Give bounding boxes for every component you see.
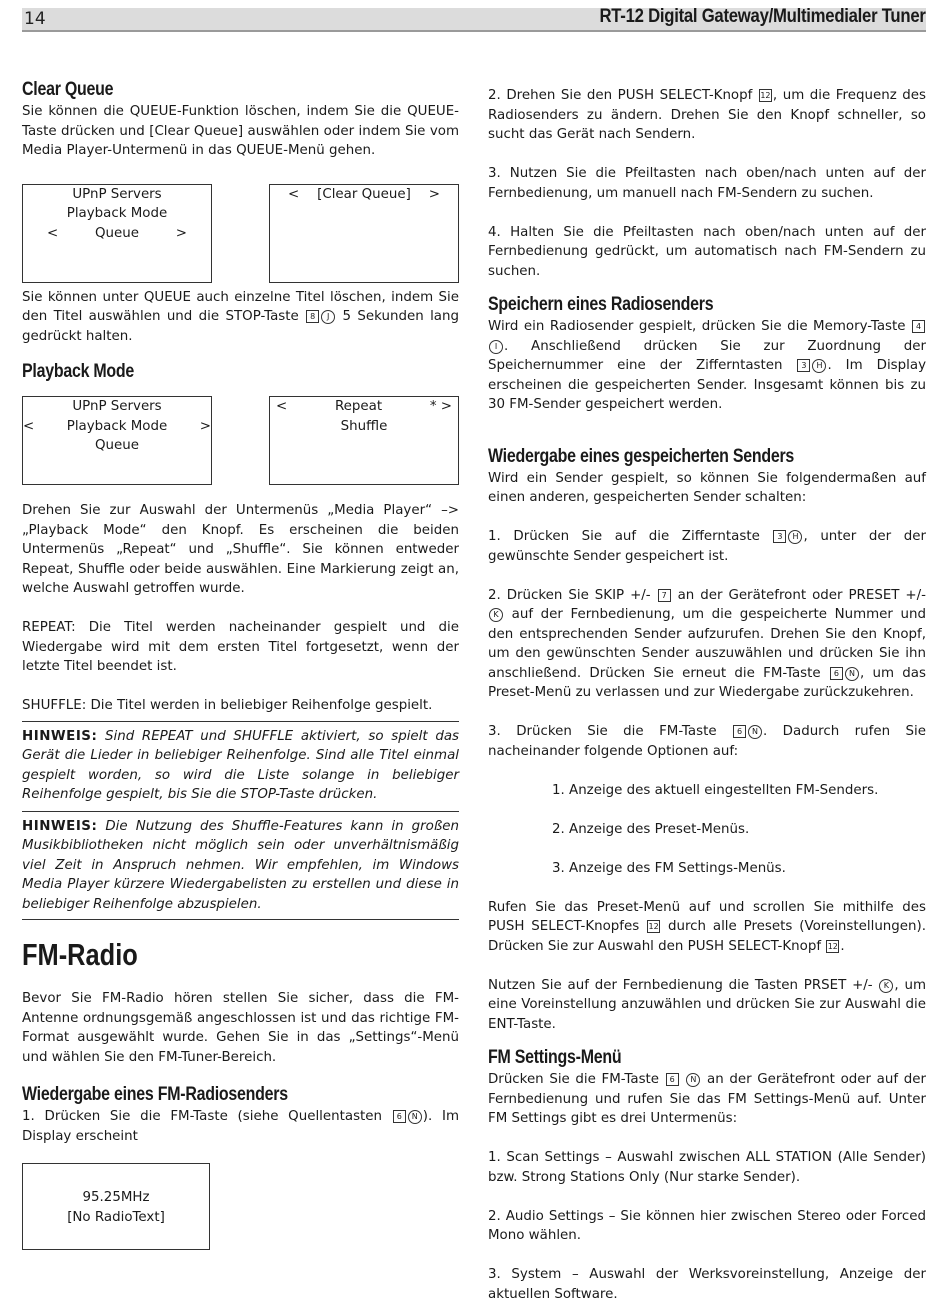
display-line: Queue <box>95 438 139 453</box>
key-6-icon: 6 <box>393 1110 406 1123</box>
repeat-text: REPEAT: Die Titel werden nacheinander gespielt und die Wiedergabe wird mit dem ersten Titel fortgesetzt, wenn der letzte Titel beendet ist. <box>22 620 459 674</box>
display-line <box>23 224 211 244</box>
arrow-left-icon: < <box>276 399 288 414</box>
queue-text: Sie können unter QUEUE auch einzelne Titel löschen, indem Sie den Titel auswählen und die STOP-Taste 8 J 5 Sekunden lang gedrückt halten. <box>22 289 459 344</box>
display-line <box>270 397 458 417</box>
note-repeat-shuffle: HINWEIS: Sind REPEAT und SHUFFLE aktiviert, so spielt das Gerät die Lieder in beliebiger Reihenfolge. Sind alle Titel einmal gespielt worden, so wird die Liste solange in beliebiger Reihenfolge gespielt, bis Sie die STOP-Taste drücken. <box>22 728 459 802</box>
fm-playback-heading: Wiedergabe eines FM-Radiosenders <box>22 1084 288 1105</box>
fm-step-2: 2. Drehen Sie den PUSH SELECT-Knopf 12 , um die Frequenz des Radiosenders zu ändern. Drehen Sie den Knopf schneller, so sucht das Gerät nach Sendern. <box>488 88 926 142</box>
fm-step-4: 4. Halten Sie die Pfeiltasten nach oben/nach unten auf der Fernbedienung gedrückt, um automatisch nach FM-Sendern zu suchen. <box>488 224 926 279</box>
document-title: RT-12 Digital Gateway/Multimedialer Tuner <box>599 6 926 27</box>
key-7-icon: 7 <box>658 589 671 602</box>
clear-queue-heading: Clear Queue <box>22 79 114 100</box>
header-rule <box>22 30 926 32</box>
key-h-icon: H <box>812 359 826 373</box>
settings-item-2: 2. Audio Settings – Sie können hier zwischen Stereo oder Forced Mono wählen. <box>488 1208 926 1243</box>
key-6-icon: 6 <box>666 1073 679 1086</box>
key-n-icon: N <box>845 667 859 681</box>
key-h-icon: H <box>788 530 802 544</box>
saved-station-text: Wird ein Sender gespielt, so können Sie folgendermaßen auf einen anderen, gespeicherten Sender schalten: <box>488 470 926 505</box>
display-line <box>23 417 211 437</box>
key-n-icon: N <box>408 1110 422 1124</box>
display-box-menu <box>22 184 212 283</box>
display-box-clear-queue <box>269 184 459 283</box>
display-box-menu <box>22 396 212 485</box>
fm-radio-text: Bevor Sie FM-Radio hören stellen Sie sicher, dass die FM-Antenne ordnungsgemäß angeschlossen ist und das richtige FM-Format ausgewählt wurde. Gehen Sie in das „Settings“-Menü und wählen Sie den FM-Tuner-Bereich. <box>22 991 459 1065</box>
option-3: 3. Anzeige des FM Settings-Menüs. <box>552 860 786 876</box>
page-number: 14 <box>24 9 46 29</box>
key-12-icon: 12 <box>827 941 838 951</box>
display-item: Playback Mode <box>66 418 168 434</box>
fm-playback-text: 1. Drücken Sie die FM-Taste (siehe Quellentasten 6 N ). Im Display erscheint <box>22 1109 459 1144</box>
playback-mode-heading: Playback Mode <box>22 361 135 382</box>
key-12-icon: 12 <box>648 922 659 931</box>
display-line: 95.25MHz <box>82 1190 150 1205</box>
display-line <box>270 185 458 205</box>
save-station-heading: Speichern eines Radiosenders <box>488 294 714 315</box>
right-column <box>488 86 926 1304</box>
display-box-fm <box>22 1163 210 1250</box>
display-box-repeat <box>269 396 459 485</box>
remote-text: Nutzen Sie auf der Fernbedienung die Tasten PRSET +/- K , um eine Voreinstellung anzuwählen und drücken Sie zur Auswahl die ENT-Taste. <box>488 977 926 1032</box>
settings-item-1: 1. Scan Settings – Auswahl zwischen ALL STATION (Alle Sender) bzw. Strong Stations Only (Nur starke Sender). <box>488 1150 926 1185</box>
selected-marker-icon: * > <box>429 399 452 414</box>
key-k-icon: K <box>489 608 503 622</box>
arrow-left-icon: < <box>23 418 35 434</box>
saved-step-1: 1. Drücken Sie auf die Zifferntaste 3 H , unter der der gewünschte Sender gespeichert ist. <box>488 529 926 564</box>
left-column <box>22 78 459 1250</box>
key-n-icon: N <box>686 1073 700 1087</box>
display-line: UPnP Servers <box>72 186 162 202</box>
clear-queue-displays <box>22 184 459 283</box>
fm-step-3: 3. Nutzen Sie die Pfeiltasten nach oben/nach unten auf der Fernbedienung, um manuell nach FM-Sendern zu suchen. <box>488 166 926 201</box>
display-line: Playback Mode <box>66 206 168 221</box>
display-item: [Clear Queue] <box>317 186 411 202</box>
display-line: Shuffle <box>340 418 388 434</box>
note-shuffle-feature: HINWEIS: Die Nutzung des Shuffle-Features kann in großen Musikbibliotheken nicht möglich sein oder unverhältnismäßig viel Zeit in Anspruch nehmen. Wir empfehlen, im Windows Media Player kürzere Wiedergabelisten zu erstellen und diese in beliebiger Reihenfolge abzuspielen. <box>22 818 459 912</box>
display-line: [No RadioText] <box>67 1209 165 1225</box>
display-line: UPnP Servers <box>72 399 162 414</box>
settings-item-3: 3. System – Auswahl der Werksvoreinstellung, Anzeige der aktuellen Software. <box>488 1267 926 1302</box>
arrow-left-icon: < <box>47 225 59 241</box>
key-12-icon: 12 <box>760 91 771 100</box>
fm-settings-heading: FM Settings-Menü <box>488 1047 622 1068</box>
key-6-icon: 6 <box>830 667 843 680</box>
arrow-right-icon: > <box>175 225 187 241</box>
arrow-left-icon: < <box>288 186 300 202</box>
key-i-icon: I <box>489 340 503 354</box>
fm-radio-heading: FM-Radio <box>22 937 138 972</box>
key-j-icon: J <box>321 310 335 324</box>
option-2: 2. Anzeige des Preset-Menüs. <box>552 821 750 837</box>
clear-queue-text: Sie können die QUEUE-Funktion löschen, indem Sie die QUEUE-Taste drücken und [Clear Queue] auswählen oder indem Sie vom Media Player-Untermenü in das QUEUE-Menü gehen. <box>22 104 459 158</box>
key-4-icon: 4 <box>912 320 925 333</box>
arrow-right-icon: > <box>428 186 440 202</box>
key-6-icon: 6 <box>733 725 746 738</box>
playback-displays <box>22 396 459 485</box>
key-8-icon: 8 <box>306 310 319 323</box>
option-1: 1. Anzeige des aktuell eingestellten FM-Senders. <box>552 782 879 798</box>
key-n-icon: N <box>748 725 762 739</box>
saved-step-3: 3. Drücken Sie die FM-Taste 6 N . Dadurch rufen Sie nacheinander folgende Optionen auf: <box>488 724 926 759</box>
key-k-icon: K <box>879 979 893 993</box>
display-item: Repeat <box>334 399 383 414</box>
key-3-icon: 3 <box>773 530 786 543</box>
arrow-right-icon: > <box>199 418 211 434</box>
save-station-text: Wird ein Radiosender gespielt, drücken Sie die Memory-Taste 4I . Anschließend drücken Sie zur Zuordnung der Speichernummer eine der Zifferntasten 3 H . Im Display erscheinen die gespeicherten Sender. Insgesamt können bis zu 30 FM-Sender gespeichert werden. <box>488 319 926 412</box>
playback-text: Drehen Sie zur Auswahl der Untermenüs „Media Player“ –> „Playback Mode“ den Knopf. Es erscheinen die beiden Untermenüs „Repeat“ und „Shuffle“. Sie können entweder Repeat, Shuffle oder beide auswählen. Eine Markierung zeigt an, welche Auswahl getroffen wurde. <box>22 503 459 596</box>
saved-step-2: 2. Drücken Sie SKIP +/- 7 an der Gerätefront oder PRESET +/- K auf der Fernbedienung, um die gespeicherte Nummer und den entsprechenden Sender aufzurufen. Drehen Sie den Knopf, um den gewünschten Sender auszuwählen und drücken Sie ihn anschließend. Drücken Sie erneut die FM-Taste 6 N , um das Preset-Menü zu verlassen und zur Wiedergabe zurückzukehren. <box>488 587 926 700</box>
display-item: Queue <box>95 225 139 241</box>
fm-settings-text: Drücken Sie die FM-Taste 6 N an der Gerätefront oder auf der Fernbedienung und rufen Sie das FM Settings-Menü auf. Unter FM Settings gibt es drei Untermenüs: <box>488 1072 926 1126</box>
saved-station-heading: Wiedergabe eines gespeicherten Senders <box>488 445 795 467</box>
shuffle-text: SHUFFLE: Die Titel werden in beliebiger Reihenfolge gespielt. <box>22 698 433 713</box>
preset-text: Rufen Sie das Preset-Menü auf und scrollen Sie mithilfe des PUSH SELECT-Knopfes 12 durch alle Presets (Voreinstellungen). Drücken Sie zur Auswahl den PUSH SELECT-Knopf 12 . <box>488 899 926 954</box>
key-3-icon: 3 <box>797 359 810 372</box>
